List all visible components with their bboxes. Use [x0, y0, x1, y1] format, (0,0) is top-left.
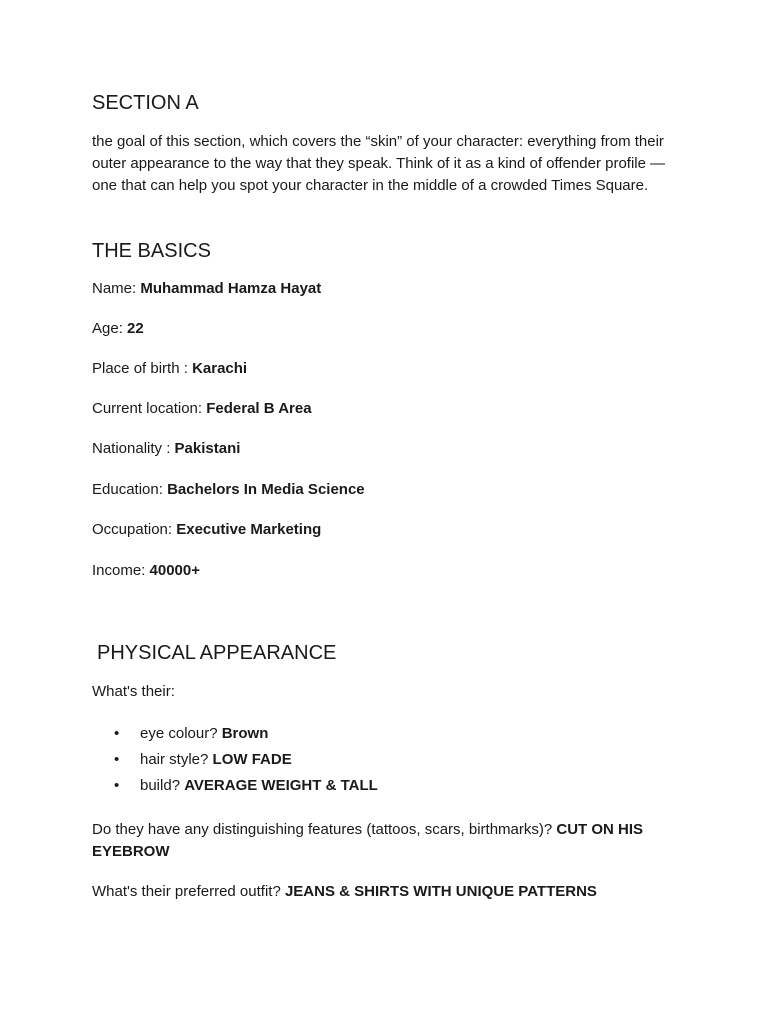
field-current-location-value: Federal B Area: [206, 400, 312, 417]
field-nationality-value: Pakistani: [174, 440, 241, 457]
list-item-hair-style: • hair style? LOW FADE: [114, 751, 292, 768]
field-name-value: Muhammad Hamza Hayat: [140, 280, 322, 297]
field-income-value: 40000+: [149, 562, 201, 579]
preferred-outfit: What's their preferred outfit? JEANS & SHIRTS WITH UNIQUE PATTERNS: [92, 883, 597, 900]
field-education-value: Bachelors In Media Science: [167, 481, 365, 498]
field-name: Name: Muhammad Hamza Hayat: [92, 280, 322, 297]
field-age-value: 22: [127, 320, 144, 337]
bullet-icon: •: [114, 725, 120, 742]
section-a-heading: SECTION A: [92, 92, 199, 114]
distinguishing-features: Do they have any distinguishing features (tattoos, scars, birthmarks)? CUT ON HIS EYEBROW: [92, 821, 644, 860]
physical-appearance-heading: PHYSICAL APPEARANCE: [97, 642, 337, 664]
bullet-icon: •: [114, 777, 120, 794]
field-occupation-value: Executive Marketing: [176, 521, 322, 538]
field-income: Income: 40000+: [92, 562, 201, 579]
basics-heading: THE BASICS: [92, 240, 211, 262]
field-place-of-birth: Place of birth : Karachi: [92, 360, 248, 377]
list-item-build: • build? AVERAGE WEIGHT & TALL: [114, 777, 378, 794]
field-place-of-birth-value: Karachi: [192, 360, 248, 377]
section-a-intro: the goal of this section, which covers the “skin” of your character: everything from their outer appearance to the way that they speak. Think of it as a kind of offender profile — one that can help you spot your character in the middle of a crowded Times Square.: [92, 133, 666, 194]
physical-prompt: What's their:: [92, 683, 175, 700]
field-occupation: Occupation: Executive Marketing: [92, 521, 322, 538]
field-education: Education: Bachelors In Media Science: [92, 481, 365, 498]
physical-bullet-list: [92, 724, 378, 802]
distinguishing-features-answer: CUT ON HIS EYEBROW: [92, 821, 644, 860]
preferred-outfit-answer: JEANS & SHIRTS WITH UNIQUE PATTERNS: [284, 883, 597, 900]
list-item-eye-colour: • eye colour? Brown: [114, 725, 269, 742]
field-age: Age: 22: [92, 320, 144, 337]
field-current-location: Current location: Federal B Area: [92, 400, 312, 417]
bullet-icon: •: [114, 751, 120, 768]
field-nationality: Nationality : Pakistani: [92, 440, 241, 457]
